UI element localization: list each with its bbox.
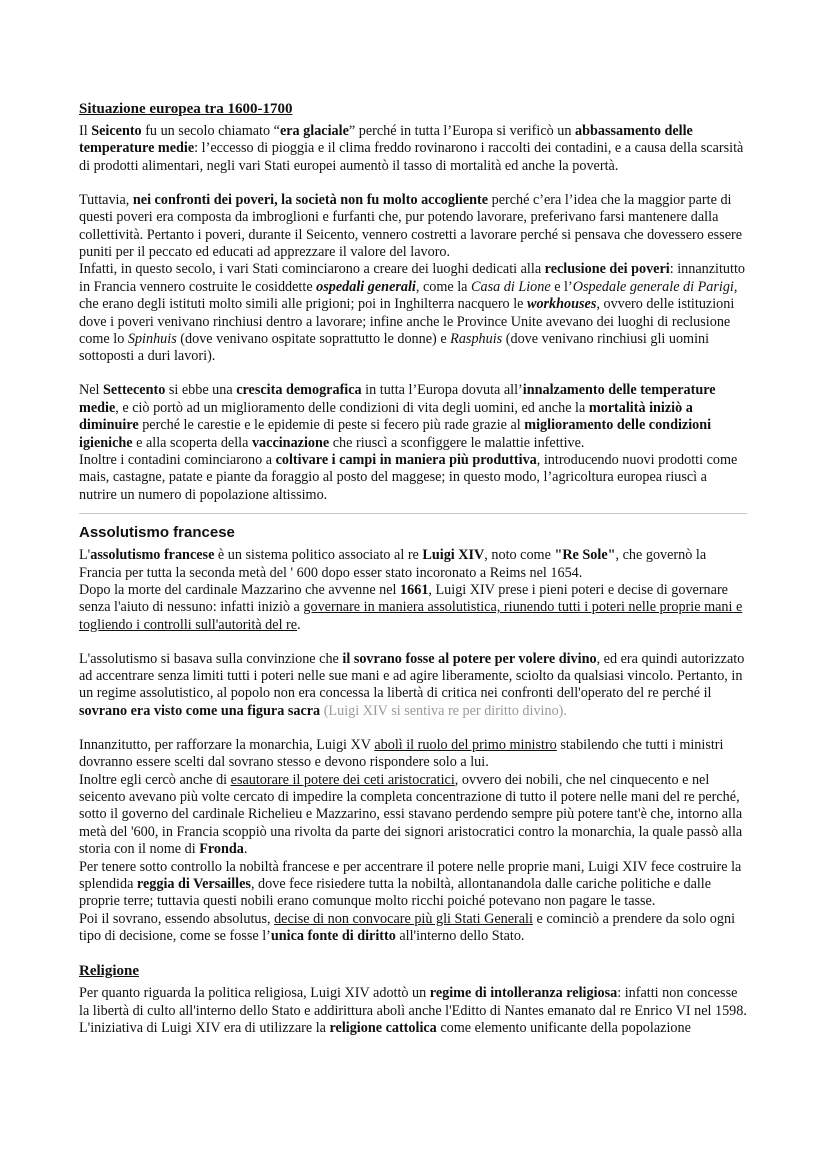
italic-text: Rasphuis: [450, 330, 503, 347]
text: è un sistema politico associato al re: [214, 547, 423, 564]
text: L'assolutismo si basava sulla convinzione che: [79, 650, 343, 667]
text: Infatti, in questo secolo, i vari Stati cominciarono a creare dei luoghi dedicati alla: [79, 261, 545, 278]
text: si ebbe una: [165, 382, 237, 399]
text: fu un secolo chiamato “: [141, 123, 280, 139]
text: perché c’era l’idea che la maggior parte di questi poveri era composta da imbroglioni e furfanti che, pur potendo lavorare, preferivano farsi mantenere dalla collettività. Pertanto i poveri, durante il Seicento, vennero costretti a lavorare perché si pensava che dovessero essere puniti per il peccato ed educati ad apprezzare il valore del lavoro.: [79, 191, 743, 260]
text: all'interno dello Stato.: [395, 928, 525, 945]
bold-text: sovrano era visto come una figura sacra: [79, 702, 321, 719]
paragraph: [79, 123, 747, 175]
text: (dove venivano rinchiusi gli uomini sottoposti a duri lavori).: [79, 330, 710, 365]
text: perché le carestie e le epidemie di peste si fecero più rade grazie al: [138, 417, 525, 434]
bold-text: crescita demografica: [236, 382, 362, 399]
bold-italic-text: workhouses: [526, 296, 597, 313]
text: Innanzitutto, per rafforzare la monarchia, Luigi XV: [79, 736, 375, 753]
bold-text: abbassamento delle temperature medie: [79, 123, 693, 157]
bold-text: Fronda: [199, 841, 244, 858]
text: , ovvero dei nobili, che nel cinquecento e nel seicento avevano più volte cercato di impedire la completa concentrazione di tutto il potere nelle mani del re perché, sotto il governo del cardinale Richelieu e Mazzarino, essi stavano perdendo sempre più potere tant'è che, intorno alla metà del '600, in Francia scoppiò una rivolta da parte dei signori aristocratici contro la monarchia, la quale passò alla storia con il nome di: [79, 771, 743, 858]
paragraph: [79, 547, 747, 582]
text: e l’: [550, 278, 573, 295]
bold-text: il sovrano fosse al potere per volere divino: [342, 650, 597, 667]
bold-text: religione cattolica: [329, 1019, 437, 1036]
text: , introducendo nuovi prodotti come mais, castagne, patate e piante da foraggio al posto del maggese; in questo modo, l’agricoltura europea riuscì a nutrire un numero di popolazione altissimo.: [79, 451, 738, 503]
underlined-text: decise di non convocare più gli Stati Generali: [274, 910, 533, 927]
paragraph: [79, 911, 747, 946]
bold-text: "Re Sole": [554, 547, 616, 564]
text: Per quanto riguarda la politica religiosa, Luigi XIV adottò un: [79, 985, 430, 1002]
text: , Luigi XIV prese i pieni poteri e decise di governare senza l'aiuto di nessuno: infatti iniziò a: [79, 581, 728, 616]
text: , ed era quindi autorizzato ad accentrare senza limiti tutti i poteri nelle sue mani e ad agire liberamente, sciolto da qualsiasi vincolo. Pertanto, in un regime assolutistico, al popolo non era concessa la libertà di critica nei confronti dell'operato del re perché il: [79, 650, 745, 702]
text: che riuscì a sconfiggere le malattie infettive.: [329, 434, 585, 451]
text: Il: [79, 123, 92, 139]
document-page: [79, 100, 747, 1037]
bold-text: Settecento: [103, 382, 166, 399]
text: , e ciò portò ad un miglioramento delle condizioni di vita degli uomini, ed anche la: [115, 399, 589, 416]
bold-text: vaccinazione: [251, 434, 330, 451]
bold-text: assolutismo francese: [90, 547, 215, 564]
bold-text: miglioramento delle condizioni igieniche: [79, 417, 712, 451]
italic-text: Spinhuis: [127, 330, 177, 347]
text: Nel: [79, 382, 104, 399]
paragraph: [79, 737, 747, 772]
bold-text: unica fonte di diritto: [270, 928, 396, 945]
text: Tuttavia,: [79, 191, 133, 208]
underlined-text: esautorare il potere dei ceti aristocratici: [230, 771, 455, 788]
section-divider: [79, 513, 747, 514]
text: .: [243, 841, 248, 858]
paragraph: [79, 582, 747, 634]
text: e alla scoperta della: [132, 434, 252, 451]
section-title-religion: Religione: [79, 963, 139, 980]
bold-text: regime di intolleranza religiosa: [429, 985, 618, 1002]
text: , noto come: [484, 547, 555, 564]
text: L': [79, 547, 91, 564]
text: Inoltre egli cercò anche di: [79, 771, 231, 788]
paragraph: [79, 859, 747, 911]
text: e cominciò a prendere da solo ogni tipo di decisione, come se fosse l’: [79, 910, 736, 945]
text: come elemento unificante della popolazione: [436, 1019, 691, 1036]
paragraph: [79, 985, 747, 1020]
section-title-europe: Situazione europea tra 1600-1700: [79, 101, 293, 117]
bold-text: nei confronti dei poveri, la società non fu molto accogliente: [132, 191, 489, 208]
italic-text: Ospedale generale di Parigi: [572, 278, 734, 295]
text: stabilendo che tutti i ministri dovranno essere scelti dal sovrano stesso e devono rispondere solo a lui.: [79, 736, 724, 771]
text: , come la: [415, 278, 472, 295]
text: Dopo la morte del cardinale Mazzarino che avvenne nel: [79, 581, 401, 598]
section-title-absolutism: Assolutismo francese: [79, 524, 235, 542]
text: : innanzitutto in Francia vennero costruite le cosiddette: [79, 261, 745, 295]
grey-note: (Luigi XIV si sentiva re per diritto divino): [323, 702, 564, 719]
paragraph: [79, 452, 747, 504]
bold-italic-text: ospedali generali: [316, 278, 416, 295]
paragraph: [79, 382, 747, 452]
text: .: [297, 616, 301, 633]
paragraph: [79, 1020, 747, 1037]
text: : infatti non concesse la libertà di culto all'interno dello Stato e addirittura abolì anche l'Editto di Nantes emanato dal re Enrico VI nel 1598.: [79, 985, 747, 1019]
text: : l’eccesso di pioggia e il clima freddo rovinarono i raccolti dei contadini, e a causa della scarsità di prodotti alimentari, negli vari Stati europei aumentò il tasso di mortalità ed anche la povertà.: [79, 140, 744, 174]
bold-text: 1661: [400, 581, 429, 598]
text: in tutta l’Europa dovuta all’: [361, 382, 523, 399]
bold-text: era glaciale: [279, 123, 349, 139]
text: , dove fece risiedere tutta la nobiltà, allontanandola dalle cariche politiche e dalle proprie terre; tuttavia questi nobili erano comunque molto ricchi poiché potevano non pagare le tasse.: [79, 876, 712, 910]
italic-text: Casa di Lione: [471, 278, 551, 295]
bold-text: reclusione dei poveri: [544, 261, 670, 278]
text: ” perché in tutta l’Europa si verificò un: [348, 123, 576, 139]
bold-text: mortalità iniziò a diminuire: [79, 399, 693, 434]
text: Poi il sovrano, essendo absolutus,: [79, 910, 275, 927]
text: (dove venivano ospitate soprattutto le donne) e: [176, 330, 451, 347]
text: , ovvero delle istituzioni dove i poveri venivano rinchiusi dentro a lavorare; infine anche le Province Unite avevano dei luoghi di reclusione come lo: [79, 296, 735, 347]
text: Inoltre i contadini cominciarono a: [79, 451, 276, 468]
paragraph: [79, 651, 747, 721]
paragraph: [79, 772, 747, 859]
text: Per tenere sotto controllo la nobiltà francese e per accentrare il potere nelle proprie mani, Luigi XIV fece costruire la splendida: [79, 858, 742, 893]
text: , che governò la Francia per tutta la seconda metà del ' 600 dopo esser stato incoronato a Reims nel 1654.: [79, 547, 707, 581]
paragraph: [79, 261, 747, 365]
bold-text: Luigi XIV: [422, 547, 485, 564]
grey-note: .: [563, 702, 567, 719]
underlined-text: abolì il ruolo del primo ministro: [374, 736, 557, 753]
bold-text: reggia di Versailles: [136, 876, 251, 893]
bold-text: coltivare i campi in maniera più produttiva: [275, 451, 537, 468]
bold-text: innalzamento delle temperature medie: [79, 382, 716, 416]
underlined-text: governare in maniera assolutistica, riunendo tutti i poteri nelle proprie mani e togliendo i controlli sull'autorità del re: [79, 599, 743, 633]
text: L'iniziativa di Luigi XIV era di utilizzare la: [79, 1019, 330, 1036]
paragraph: [79, 192, 747, 262]
text: , che erano degli istituti molto simili alle prigioni; poi in Inghilterra nacquero le: [79, 278, 738, 313]
bold-text: Seicento: [91, 123, 142, 139]
